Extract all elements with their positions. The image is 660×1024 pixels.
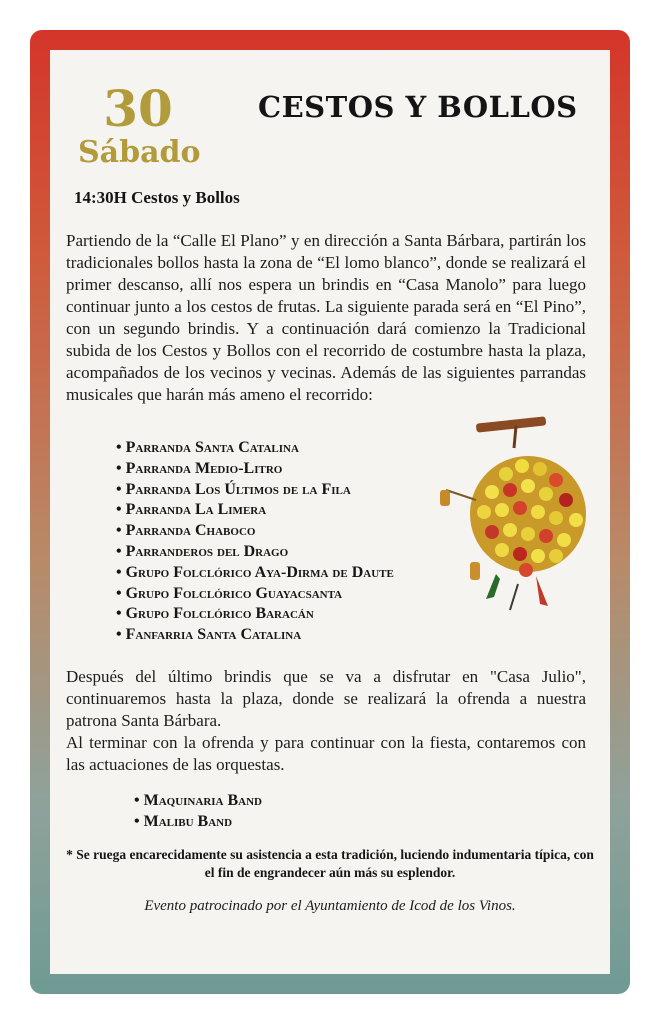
list-item: • Grupo Folclórico Guayacsanta bbox=[116, 584, 394, 605]
basket-pole bbox=[476, 416, 547, 448]
parrandas-list bbox=[116, 438, 394, 646]
list-item: • Maquinaria Band bbox=[134, 791, 262, 812]
fruit-ball bbox=[470, 456, 586, 577]
sponsor-line: Evento patrocinado por el Ayuntamiento de Icod de los Vinos. bbox=[144, 898, 516, 914]
list-item: • Fanfarria Santa Catalina bbox=[116, 625, 394, 646]
time-heading: 14:30H Cestos y Bollos bbox=[74, 188, 240, 207]
date-day: 30 bbox=[103, 79, 173, 138]
list-item: • Parranda Santa Catalina bbox=[116, 438, 394, 459]
date-block bbox=[78, 79, 201, 170]
list-item: • Malibu Band bbox=[134, 812, 262, 833]
list-item: • Grupo Folclórico Aya-Dirma de Daute bbox=[116, 563, 394, 584]
list-item: • Grupo Folclórico Baracán bbox=[116, 604, 394, 625]
list-item: • Parranda La Limera bbox=[116, 500, 394, 521]
list-item: • Parranda Medio-Litro bbox=[116, 459, 394, 480]
list-item: • Parranda Los Últimos de la Fila bbox=[116, 480, 394, 501]
after-ofrenda-paragraph: Al terminar con la ofrenda y para continuar con la fiesta, contaremos con las actuaciones de las orquestas. bbox=[66, 733, 586, 774]
intro-paragraph: Partiendo de la “Calle El Plano” y en dirección a Santa Bárbara, partirán los tradicionales bollos hasta la zona de “El lomo blanco”, donde se realizará el primer descanso, allí nos espera un brindis en “Casa Manolo” para luego continuar junto a los cestos de frutas. La siguiente parada será en “El Pino”, con un segundo brindis. Y a continuación dará comienzo la Tradicional subida de los Cestos y Bollos con el recorrido de costumbre hasta la plaza, acompañados de los vecinos y vecinas. Además de las siguientes parrandas musicales que harán más ameno el recorrido: bbox=[66, 231, 586, 404]
bands-list bbox=[134, 791, 262, 833]
date-weekday: Sábado bbox=[78, 135, 201, 170]
list-item: • Parranda Chaboco bbox=[116, 521, 394, 542]
after-brindis-paragraph: Después del último brindis que se va a disfrutar en "Casa Julio", continuaremos hasta la plaza, donde se realizará la ofrenda a nuestra patrona Santa Bárbara. bbox=[66, 667, 586, 730]
attendance-note: * Se ruega encarecidamente su asistencia a esta tradición, luciendo indumentaria típica, con el fin de engrandecer aún más su esplendor. bbox=[66, 847, 594, 880]
list-item: • Parranderos del Drago bbox=[116, 542, 394, 563]
page-title: CESTOS Y BOLLOS bbox=[258, 90, 578, 124]
fruit-basket-illustration bbox=[436, 414, 596, 614]
